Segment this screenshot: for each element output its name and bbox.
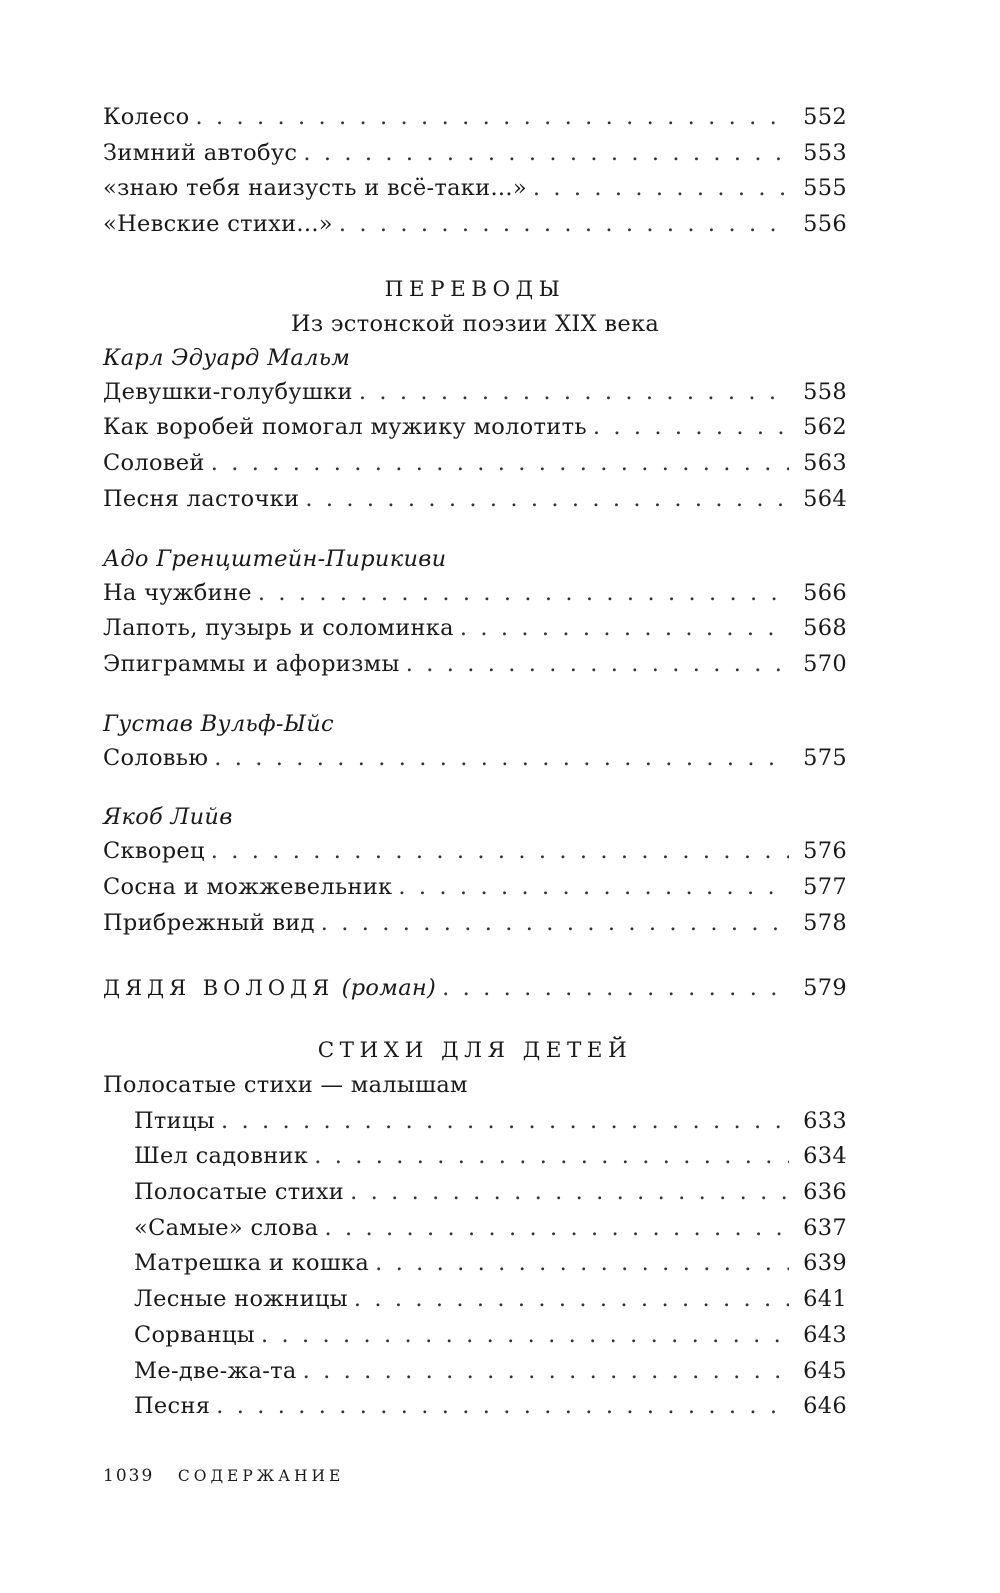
entry-title: Соловей xyxy=(103,450,205,477)
toc-entry[interactable] xyxy=(103,611,847,647)
toc-entry[interactable] xyxy=(103,576,847,612)
dot-leader xyxy=(339,207,789,243)
toc-entry[interactable] xyxy=(103,1139,847,1175)
toc-entry[interactable] xyxy=(103,1175,847,1211)
entry-page: 633 xyxy=(803,1107,847,1134)
entry-title: Зимний автобус xyxy=(103,139,298,166)
dot-leader xyxy=(354,1282,789,1318)
dot-leader xyxy=(303,1354,790,1390)
dot-leader xyxy=(350,1175,789,1211)
entry-title: «Самые» слова xyxy=(134,1214,319,1241)
entry-title: Скворец xyxy=(103,838,205,865)
entry-title: Колесо xyxy=(103,104,190,130)
entry-title: Прибрежный вид xyxy=(103,909,315,936)
entry-title: Сосна и можжевельник xyxy=(103,873,393,900)
entry-page: 636 xyxy=(803,1179,847,1206)
footer-page-number: 1039 xyxy=(103,1466,155,1486)
entry-page: 645 xyxy=(803,1357,847,1384)
entry-title: Песня ласточки xyxy=(103,485,300,512)
table-of-contents xyxy=(103,100,847,1425)
author-name: Карл Эдуард Мальм xyxy=(103,344,351,371)
entry-title: Песня xyxy=(134,1393,211,1420)
entry-page: 641 xyxy=(803,1286,847,1313)
entry-page: 558 xyxy=(803,378,847,405)
entry-title: Матрешка и кошка xyxy=(134,1250,370,1277)
entry-page: 552 xyxy=(803,104,847,130)
dot-leader xyxy=(196,100,790,136)
entry-title: Соловью xyxy=(103,744,209,771)
toc-entry[interactable] xyxy=(103,100,847,136)
dot-leader xyxy=(321,906,789,942)
entry-title: Как воробей помогал мужику молотить xyxy=(103,414,587,441)
toc-entry-novel[interactable] xyxy=(103,971,847,1007)
entry-page: 553 xyxy=(803,139,847,166)
toc-entry[interactable] xyxy=(103,171,847,207)
entry-page: 634 xyxy=(803,1143,847,1170)
entry-title: Эпиграммы и афоризмы xyxy=(103,650,400,677)
toc-entry[interactable] xyxy=(103,375,847,411)
toc-entry[interactable] xyxy=(103,1389,847,1425)
author-name: Адо Гренцштейн-Пирикиви xyxy=(103,545,447,572)
dot-leader xyxy=(211,834,789,870)
toc-entry[interactable] xyxy=(103,1246,847,1282)
entry-page: 579 xyxy=(803,975,847,1002)
section-heading-children: СТИХИ ДЛЯ ДЕТЕЙ xyxy=(317,1038,633,1063)
dot-leader xyxy=(460,611,789,647)
dot-leader xyxy=(398,870,789,906)
dot-leader xyxy=(406,647,789,683)
toc-entry[interactable] xyxy=(103,906,847,942)
entry-page: 576 xyxy=(803,838,847,865)
dot-leader xyxy=(375,1246,789,1282)
novel-note: (роман) xyxy=(341,975,437,1002)
entry-title: Шел садовник xyxy=(134,1143,309,1170)
dot-leader xyxy=(216,1389,789,1425)
dot-leader xyxy=(593,410,789,446)
entry-title: Девушки-голубушки xyxy=(103,378,353,405)
section-subheading: Из эстонской поэзии XIX века xyxy=(290,310,660,337)
entry-title: «знаю тебя наизусть и всё-таки...» xyxy=(103,175,527,202)
entry-page: 643 xyxy=(803,1321,847,1348)
dot-leader xyxy=(359,375,789,411)
subsection-title: Полосатые стихи — малышам xyxy=(103,1072,468,1098)
entry-title: Полосатые стихи xyxy=(134,1179,345,1206)
entry-title xyxy=(103,971,436,1007)
entry-page: 578 xyxy=(803,909,847,936)
entry-page: 646 xyxy=(803,1393,847,1420)
author-name: Якоб Лийв xyxy=(103,804,233,831)
dot-leader xyxy=(305,482,789,518)
entry-page: 564 xyxy=(803,485,847,512)
section-heading-translations: ПЕРЕВОДЫ xyxy=(384,276,566,302)
toc-entry[interactable] xyxy=(103,1354,847,1390)
entry-title: На чужбине xyxy=(103,579,252,606)
footer-label: СОДЕРЖАНИЕ xyxy=(177,1467,345,1485)
entry-page: 577 xyxy=(803,873,847,900)
entry-title: Ме-две-жа-та xyxy=(134,1357,297,1384)
dot-leader xyxy=(258,576,789,612)
dot-leader xyxy=(533,171,789,207)
toc-entry[interactable] xyxy=(103,741,847,777)
dot-leader xyxy=(221,1104,789,1140)
dot-leader xyxy=(211,446,789,482)
dot-leader xyxy=(324,1211,789,1247)
toc-entry[interactable] xyxy=(103,870,847,906)
toc-entry[interactable] xyxy=(103,1318,847,1354)
entry-page: 637 xyxy=(803,1214,847,1241)
dot-leader xyxy=(261,1318,789,1354)
dot-leader xyxy=(442,971,789,1007)
dot-leader xyxy=(303,136,789,172)
entry-page: 555 xyxy=(803,175,847,202)
entry-title: «Невские стихи...» xyxy=(103,211,333,238)
toc-entry[interactable] xyxy=(103,1211,847,1247)
entry-title: Птицы xyxy=(134,1107,215,1134)
entry-page: 568 xyxy=(803,615,847,642)
toc-entry[interactable] xyxy=(103,482,847,518)
entry-page: 570 xyxy=(803,650,847,677)
toc-entry[interactable] xyxy=(103,1282,847,1318)
entry-page: 575 xyxy=(803,744,847,771)
novel-title: ДЯДЯ ВОЛОДЯ xyxy=(103,976,335,1001)
toc-entry[interactable] xyxy=(103,647,847,683)
toc-entry[interactable] xyxy=(103,446,847,482)
entry-title: Сорванцы xyxy=(134,1321,256,1348)
entry-title: Лесные ножницы xyxy=(134,1286,348,1313)
author-name: Густав Вульф-Ыйс xyxy=(103,710,334,737)
toc-entry[interactable] xyxy=(103,834,847,870)
toc-entry[interactable] xyxy=(103,1104,847,1140)
toc-entry[interactable] xyxy=(103,207,847,243)
entry-page: 562 xyxy=(803,414,847,441)
entry-page: 639 xyxy=(803,1250,847,1277)
toc-entry[interactable] xyxy=(103,410,847,446)
entry-page: 566 xyxy=(803,579,847,606)
entry-title: Лапоть, пузырь и соломинка xyxy=(103,615,454,642)
dot-leader xyxy=(214,741,789,777)
dot-leader xyxy=(314,1139,789,1175)
entry-page: 556 xyxy=(803,211,847,238)
entry-page: 563 xyxy=(803,450,847,477)
page-footer xyxy=(103,1466,344,1486)
toc-entry[interactable] xyxy=(103,136,847,172)
